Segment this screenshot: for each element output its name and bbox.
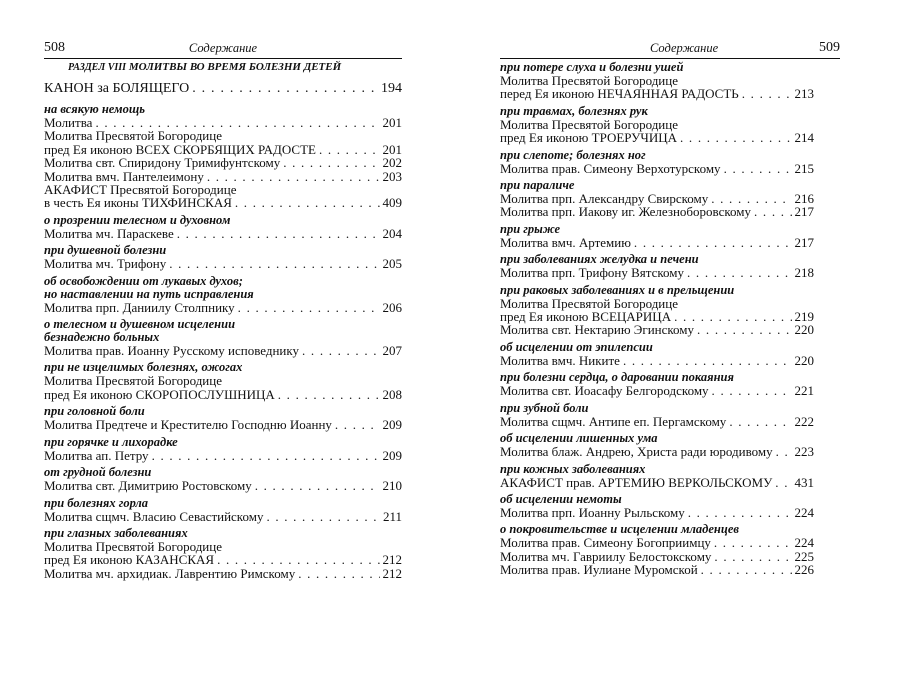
right-page — [500, 0, 840, 692]
entry-label: Молитва мч. Гавриилу Белостокскому — [500, 548, 712, 564]
entry-page: 206 — [382, 299, 402, 315]
entry-page: 210 — [382, 478, 402, 494]
toc-entry[interactable] — [500, 506, 814, 519]
toc-entry[interactable] — [44, 449, 402, 462]
toc-entry[interactable] — [44, 510, 402, 523]
entry-line: Молитва Пресвятой Богородице — [44, 538, 222, 554]
leader-dots — [634, 236, 792, 249]
toc-entry[interactable] — [500, 323, 814, 336]
section-heading: при душевной болезни — [44, 243, 167, 258]
entry-page: 220 — [794, 352, 814, 368]
toc-entry[interactable] — [500, 205, 814, 218]
entry-label: Молитва прп. Трифону Вятскому — [500, 265, 685, 281]
entry-label: пред Ея иконою ТРОЕРУЧИЦА — [500, 130, 678, 146]
leader-dots — [169, 257, 379, 270]
toc-entry[interactable] — [44, 156, 402, 169]
entry-label: Молитва прп. Даниилу Столпнику — [44, 299, 235, 315]
entry-label: Молитва свт. Спиридону Тримифунтскому — [44, 155, 281, 171]
toc-entry[interactable] — [44, 143, 402, 156]
entry-label: Молитва прав. Симеону Верхотурскому — [500, 160, 721, 176]
entry-page: 224 — [794, 535, 814, 551]
toc-entry[interactable] — [500, 536, 814, 549]
toc-section — [500, 149, 814, 175]
entry-line: Молитва Пресвятой Богородице — [500, 295, 678, 311]
leader-dots — [335, 418, 380, 431]
part-title: МОЛИТВЫ ВО ВРЕМЯ БОЛЕЗНИ ДЕТЕЙ — [128, 61, 342, 73]
leader-dots — [776, 445, 792, 458]
entry-line: Молитва Пресвятой Богородице — [500, 73, 678, 88]
page-number: 509 — [819, 40, 840, 55]
entry-label: Молитва ап. Петру — [44, 447, 149, 463]
entry-page: 211 — [382, 508, 402, 524]
entry-label: Молитва прав. Иулиане Муромской — [500, 562, 698, 578]
toc-entry[interactable] — [44, 388, 402, 401]
leader-dots — [729, 415, 791, 428]
entry-label: пред Ея иконою СКОРОПОСЛУШНИЦА — [44, 386, 275, 402]
entry-page: 220 — [794, 322, 814, 338]
entry-label: перед Ея иконою НЕЧАЯННАЯ РАДОСТЬ — [500, 86, 739, 102]
leader-dots — [623, 354, 792, 367]
leader-dots — [754, 205, 791, 218]
toc-entry[interactable] — [500, 192, 814, 205]
leader-dots — [302, 344, 379, 357]
toc-section — [500, 105, 814, 145]
entry-label: КАНОН за БОЛЯЩЕГО — [44, 81, 190, 96]
toc-section — [500, 432, 814, 458]
section-heading: об исцелении от эпилепсии — [500, 339, 653, 354]
entry-label: Молитва прп. Александру Свирскому — [500, 191, 709, 207]
toc-entry[interactable] — [44, 567, 402, 580]
toc-section — [500, 493, 814, 519]
entry-page: 201 — [382, 115, 402, 130]
entry-page: 209 — [382, 417, 402, 433]
leader-dots — [697, 323, 791, 336]
entry-label: в честь Ея иконы ТИХФИНСКАЯ — [44, 195, 232, 211]
entry-label: Молитва вмч. Артемию — [500, 234, 631, 250]
entry-page: 431 — [794, 474, 814, 490]
entry-label: Молитва мч. архидиак. Лаврентию Римскому — [44, 565, 296, 581]
toc-content — [500, 61, 814, 577]
page-header — [44, 40, 402, 58]
toc-section — [500, 463, 814, 489]
entry-page: 203 — [382, 168, 402, 184]
running-title: Содержание — [650, 41, 719, 55]
leader-dots — [724, 162, 792, 175]
section-heading: на всякую немощь — [44, 102, 145, 116]
leader-dots — [152, 449, 380, 462]
toc-entry[interactable] — [500, 131, 814, 144]
leader-dots — [298, 567, 379, 580]
toc-entry[interactable] — [500, 236, 814, 249]
leader-dots — [266, 510, 380, 523]
page-header — [500, 40, 840, 58]
toc-section — [500, 341, 814, 367]
entry-page: 409 — [382, 195, 402, 211]
section-heading: об освобождении от лукавых духов; — [44, 273, 243, 288]
section-heading: о прозрении телесном и духовном — [44, 212, 231, 227]
entry-label: Молитва вмч. Никите — [500, 352, 620, 368]
toc-section — [500, 253, 814, 279]
section-heading: при раковых заболеваниях и в прельщении — [500, 282, 735, 297]
entry-page: 223 — [794, 444, 814, 460]
toc-section — [44, 214, 402, 240]
toc-entry[interactable] — [44, 116, 402, 129]
entry-label: Молитва свт. Нектарию Эгинскому — [500, 322, 695, 338]
section-heading: при болезнях горла — [44, 495, 149, 510]
entry-page: 205 — [382, 256, 402, 272]
toc-section — [44, 244, 402, 270]
toc-section — [44, 436, 402, 462]
toc-section — [500, 179, 814, 219]
entry-page: 202 — [382, 155, 402, 171]
entry-page: 194 — [381, 81, 402, 96]
toc-entry[interactable] — [44, 479, 402, 492]
entry-page: 222 — [794, 413, 814, 429]
entry-line: АКАФИСТ Пресвятой Богородице — [44, 182, 237, 198]
entry-label: Молитва свт. Иоасафу Белгородскому — [500, 383, 709, 399]
entry-label: пред Ея иконою КАЗАНСКАЯ — [44, 552, 215, 568]
toc-section — [44, 405, 402, 431]
toc-entry[interactable] — [500, 445, 814, 458]
entry-page: 224 — [794, 504, 814, 520]
toc-entry[interactable] — [500, 87, 814, 100]
toc-section — [500, 371, 814, 397]
entry-label: Молитва прп. Иоанну Рыльскому — [500, 504, 685, 520]
section-heading: о покровительстве и исцелении младенцев — [500, 522, 739, 537]
section-heading: при головной боли — [44, 404, 145, 419]
section-heading: при заболеваниях желудка и печени — [500, 252, 699, 267]
entry-label: Молитва сщмч. Власию Севастийскому — [44, 508, 264, 524]
toc-entry[interactable] — [500, 415, 814, 428]
entry-label: Молитва сщмч. Антипе еп. Пергамскому — [500, 413, 727, 429]
toc-entry[interactable] — [500, 550, 814, 563]
entry-page: 212 — [382, 552, 402, 568]
entry-page: 213 — [794, 86, 814, 102]
toc-section — [44, 527, 402, 580]
toc-entry[interactable] — [44, 257, 402, 270]
section-heading: при зубной боли — [500, 400, 589, 415]
entry-page: 226 — [794, 562, 814, 578]
section-heading: о телесном и душевном исцелении — [44, 317, 236, 332]
entry-label: Молитва мч. Трифону — [44, 256, 167, 272]
entry-page: 217 — [794, 234, 814, 250]
section-heading: при параличе — [500, 178, 575, 193]
toc-section — [44, 318, 402, 357]
entry-label: Молитва мч. Параскеве — [44, 225, 174, 241]
leader-dots — [742, 87, 792, 100]
entry-page: 216 — [794, 191, 814, 207]
entry-page: 204 — [382, 225, 402, 241]
toc-entry[interactable] — [44, 170, 402, 183]
toc-section — [500, 402, 814, 428]
entry-page: 207 — [382, 343, 402, 359]
entry-label: пред Ея иконою ВСЕЦАРИЦА — [500, 309, 672, 325]
toc-content — [44, 61, 402, 580]
leader-dots — [255, 479, 380, 492]
part-prefix: РАЗДЕЛ VIII — [68, 62, 127, 73]
section-heading: при болезни сердца, о даровании покаяния — [500, 370, 734, 385]
running-title: Содержание — [188, 41, 258, 55]
entry-page: 212 — [382, 565, 402, 581]
entry-page: 201 — [382, 141, 402, 157]
toc-entry[interactable] — [500, 563, 814, 576]
entry-label: Молитва прав. Иоанну Русскому исповеднику — [44, 343, 300, 359]
entry-line: Молитва Пресвятой Богородице — [500, 116, 678, 132]
section-heading: при кожных заболеваниях — [500, 461, 646, 476]
entry-label: Молитва прп. Иакову иг. Железноборовскому — [500, 204, 752, 220]
toc-section — [44, 275, 402, 314]
entry-page: 217 — [794, 204, 814, 220]
section-heading: об исцелении немоты — [500, 491, 622, 506]
section-heading: при травмах, болезнях рук — [500, 103, 648, 118]
header-rule — [44, 58, 402, 59]
toc-entry[interactable] — [500, 384, 814, 397]
toc-entry[interactable] — [500, 162, 814, 175]
toc-entry[interactable] — [44, 301, 402, 314]
entry-page: 208 — [382, 386, 402, 402]
left-page — [44, 0, 402, 692]
toc-section — [500, 223, 814, 249]
toc-section — [500, 284, 814, 337]
leader-dots — [674, 310, 791, 323]
section-heading: при глазных заболеваниях — [44, 525, 188, 540]
section-heading: безнадежно больных — [44, 330, 160, 345]
toc-section — [500, 61, 814, 101]
leader-dots — [177, 227, 380, 240]
leader-dots — [238, 301, 380, 314]
toc-entry[interactable] — [500, 354, 814, 367]
page-number: 508 — [44, 40, 65, 55]
section-heading: но наставлении на путь исправления — [44, 286, 254, 301]
section-heading: при горячке и лихорадке — [44, 434, 178, 449]
leader-dots — [714, 536, 792, 549]
toc-entry[interactable] — [44, 196, 402, 209]
leader-dots — [217, 553, 379, 566]
entry-page: 214 — [794, 130, 814, 146]
entry-page: 215 — [794, 160, 814, 176]
header-rule — [500, 58, 840, 59]
section-heading: при слепоте; болезнях ног — [500, 147, 646, 162]
entry-label: Молитва блаж. Андрею, Христа ради юродивому — [500, 444, 773, 460]
toc-section — [500, 523, 814, 576]
entry-page: 219 — [794, 309, 814, 325]
toc-entry[interactable] — [44, 344, 402, 357]
leader-dots — [711, 192, 791, 205]
toc-section — [44, 466, 402, 492]
toc-section — [44, 497, 402, 523]
entry-label: Молитва вмч. Пантелеимону — [44, 168, 204, 184]
entry-page: 221 — [794, 383, 814, 399]
section-heading: об исцелении лишенных ума — [500, 431, 658, 446]
entry-label: Молитва свт. Димитрию Ростовскому — [44, 478, 252, 494]
leader-dots — [687, 266, 791, 279]
entry-page: 218 — [794, 265, 814, 281]
leader-dots — [714, 550, 791, 563]
toc-entry-canon[interactable] — [44, 81, 402, 97]
toc-section — [44, 103, 402, 210]
toc-entry[interactable] — [44, 227, 402, 240]
entry-label: АКАФИСТ прав. АРТЕМИЮ ВЕРКОЛЬСКОМУ — [500, 474, 773, 490]
entry-label: Молитва — [44, 115, 93, 130]
leader-dots — [278, 388, 380, 401]
leader-dots — [688, 506, 792, 519]
toc-entry[interactable] — [500, 266, 814, 279]
toc-entry[interactable] — [500, 476, 814, 489]
leader-dots — [775, 476, 791, 489]
part-heading — [68, 61, 402, 74]
leader-dots — [283, 156, 379, 169]
leader-dots — [95, 116, 379, 129]
toc-entry[interactable] — [44, 553, 402, 566]
entry-page: 225 — [794, 548, 814, 564]
entry-page: 209 — [382, 447, 402, 463]
leader-dots — [319, 143, 380, 156]
leader-dots — [235, 196, 380, 209]
toc-entry[interactable] — [44, 418, 402, 431]
toc-section — [44, 361, 402, 401]
entry-label: Молитва прав. Симеону Богоприимцу — [500, 535, 711, 551]
leader-dots — [207, 170, 380, 183]
section-heading: от грудной болезни — [44, 465, 152, 480]
section-heading: при потере слуха и болезни ушей — [500, 60, 684, 74]
toc-entry[interactable] — [500, 310, 814, 323]
section-heading: при не изцелимых болезнях, ожогах — [44, 360, 243, 375]
entry-line: Молитва Пресвятой Богородице — [44, 128, 222, 144]
section-heading: при грыже — [500, 221, 561, 236]
leader-dots — [712, 384, 792, 397]
entry-line: Молитва Пресвятой Богородице — [44, 373, 222, 389]
entry-label: пред Ея иконою ВСЕХ СКОРБЯЩИХ РАДОСТЕ — [44, 141, 316, 157]
leader-dots — [701, 563, 792, 576]
leader-dots — [680, 131, 791, 144]
leader-dots — [192, 81, 378, 97]
entry-label: Молитва Предтече и Крестителю Господню Иоанну — [44, 417, 332, 433]
